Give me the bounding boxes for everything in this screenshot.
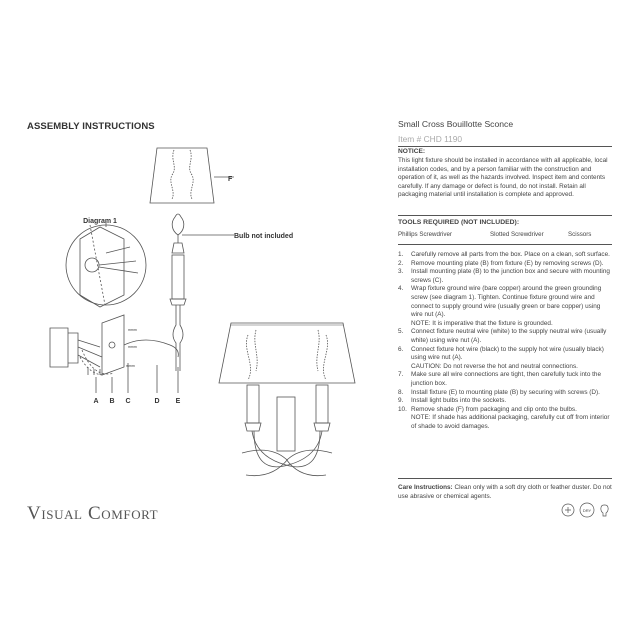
step: 3. Install mounting plate (B) to the junction box and secure with mounting screws (C). [398, 268, 610, 284]
part-label-c: C [125, 398, 131, 405]
bulb-icon [601, 505, 608, 516]
divider [398, 478, 612, 479]
divider [398, 244, 612, 245]
part-label-d: D [154, 398, 160, 405]
step: 1. Carefully remove all parts from the box. Place on a clean, soft surface. [398, 251, 610, 258]
step: 10. Remove shade (F) from packaging and clip onto the bulbs. [398, 405, 577, 413]
assembly-diagram [20, 135, 390, 500]
single-arm-drawing [124, 214, 234, 371]
mounting-plate-drawing [50, 315, 124, 375]
part-label-a: A [93, 398, 99, 405]
tools-heading: TOOLS REQUIRED (NOT INCLUDED): [398, 219, 520, 226]
step-note: NOTE: It is imperative that the fixture is grounded. [411, 319, 553, 327]
double-sconce-drawing [219, 323, 355, 476]
tool-scissors: Scissors [568, 231, 592, 238]
care-instructions [398, 484, 612, 501]
step: 7. Make sure all wire connections are tight, then carefully tuck into the junction box. [398, 371, 602, 387]
dry-label: DRY [582, 508, 592, 513]
care-text: Clean only with a soft dry cloth or feather duster. Do not use abrasive or chemical agents. [398, 484, 612, 500]
tool-slotted: Slotted Screwdriver [490, 231, 544, 238]
tool-phillips: Phillips Screwdriver [398, 231, 452, 238]
notice-heading: NOTICE: [398, 148, 426, 155]
shade-drawing [150, 148, 234, 203]
notice-text: This light fixture should be installed in accordance with all applicable, local installation codes, and by a person familiar with the construction and operation of it, as well as the hazards involved. Inspect item and contents carefully. If any damage or defect is found, do not install. Retain all packaging material until installation is complete and approved. [398, 157, 608, 199]
step: 5. Connect fixture neutral wire (white) to the supply neutral wire (usually white) using wire nut (A). [398, 328, 607, 344]
etl-listed-icon [562, 504, 574, 516]
diagram1-label: Diagram 1 [83, 218, 117, 225]
step: 9. Install light bulbs into the sockets. [398, 397, 507, 405]
brand-logo [27, 503, 158, 525]
certification-icons [560, 502, 614, 522]
step: 8. Install fixture (E) to mounting plate (B) by securing with screws (D). [398, 388, 600, 396]
step: 2. Remove mounting plate (B) from fixture (E) by removing screws (D). [398, 259, 604, 267]
step-caution: CAUTION: Do not reverse the hot and neutral connections. [411, 362, 578, 370]
brand-name: Visual Comfort [27, 503, 159, 524]
bulb-not-included-label: Bulb not included [234, 233, 294, 240]
tiny-mark: mmm [128, 328, 137, 332]
shade-label-f: F [228, 176, 233, 183]
part-label-b: B [109, 398, 115, 405]
assembly-instructions-heading: ASSEMBLY INSTRUCTIONS [27, 121, 155, 132]
product-name: Small Cross Bouillotte Sconce [398, 119, 514, 129]
step: 6. Connect fixture hot wire (black) to the supply hot wire (usually black) using wire nut (A). [398, 345, 604, 362]
diagram1-detail [66, 221, 146, 307]
step: 4. Wrap fixture ground wire (bare copper) around the green grounding screw (see diagram 1). Tighten. Continue fixture ground wire and connect to supply ground wire (usually green or bare copper) using wire nut (A). [398, 285, 602, 319]
assembly-steps [398, 251, 612, 431]
item-number: Item # CHD 1190 [398, 134, 463, 144]
dry-rated-icon [580, 503, 594, 517]
step-note: NOTE: If shade has additional packaging, carefully cut off from interior of shade to avoid damages. [411, 414, 610, 430]
divider [398, 215, 612, 216]
care-heading: Care Instructions: [398, 484, 453, 491]
tiny-mark: mmm [126, 364, 135, 368]
part-label-e: E [175, 398, 181, 405]
tiny-mark: mmm [128, 345, 137, 349]
divider [398, 146, 612, 147]
